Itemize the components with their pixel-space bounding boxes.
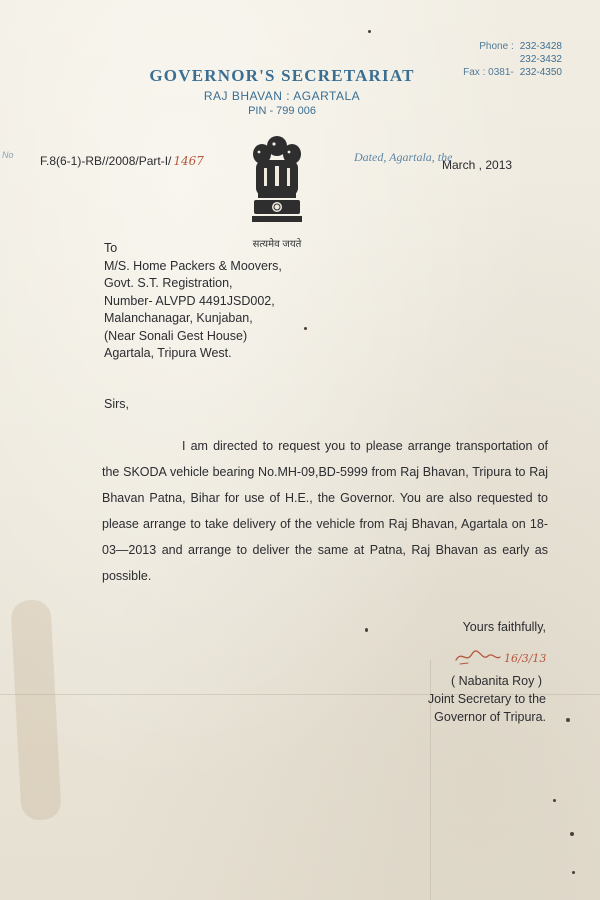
paper-speck: [566, 718, 570, 722]
paper-speck: [365, 628, 368, 632]
recipient-address: [104, 240, 282, 363]
fax-label: Fax : 0381-: [463, 67, 514, 78]
dated-label: Dated, Agartala, the: [354, 150, 453, 164]
address-line: Malanchanagar, Kunjaban,: [104, 311, 253, 325]
signatory-block: [400, 672, 546, 726]
signature-date: 16/3/13: [504, 652, 547, 665]
paper-speck: [570, 832, 574, 836]
paper-speck: [304, 327, 307, 330]
address-line: Govt. S.T. Registration,: [104, 276, 233, 290]
signatory-designation: Governor of Tripura.: [434, 710, 546, 724]
paper-stain: [10, 599, 61, 821]
letterhead-pin: PIN - 799 006: [248, 105, 316, 117]
closing: Yours faithfully,: [462, 620, 546, 634]
reference-number: [40, 154, 204, 168]
address-to: To: [104, 241, 118, 255]
fax-number: 232-4350: [519, 67, 562, 78]
signatory-designation: Joint Secretary to the: [427, 692, 546, 706]
contact-block: [463, 40, 562, 79]
salutation: Sirs,: [104, 397, 129, 411]
paper-speck: [553, 799, 556, 802]
address-line: M/S. Home Packers & Moovers,: [104, 258, 282, 273]
phone-label: Phone :: [479, 41, 514, 52]
letter-date: March , 2013: [442, 158, 513, 172]
phone-number-1: 232-3428: [519, 41, 562, 52]
reference-number-text: F.8(6-1)-RB//2008/Part-I/: [40, 154, 172, 168]
national-emblem-icon: [244, 132, 310, 232]
reference-no-label: No: [2, 150, 14, 160]
address-line: Number- ALVPD 4491JSD002,: [104, 293, 275, 308]
letter-body-paragraph: I am directed to request you to please arrange transportation of the SKODA vehicle bearing No.MH-09,BD-5999 from Raj Bhavan, Tripura to Raj Bhavan Patna, Bihar for use of H.E., the Governor. You are also requested to please arrange to take delivery of the vehicle from Raj Bhavan, Agartala on 18-03—2013 and arrange to deliver the same at Patna, Raj Bhavan as early as possible.: [102, 439, 548, 583]
phone-number-2: 232-3432: [519, 54, 562, 65]
letterhead-subtitle: RAJ BHAVAN : AGARTALA: [203, 89, 361, 103]
handwritten-signature: [452, 640, 556, 672]
address-line: Agartala, Tripura West.: [104, 346, 232, 360]
emblem-motto: सत्यमेव जयते: [252, 239, 302, 250]
signatory-name: ( Nabanita Roy ): [450, 674, 542, 688]
letterhead-title: GOVERNOR'S SECRETARIAT: [149, 66, 415, 85]
paper-speck: [572, 871, 575, 874]
paper-speck: [368, 30, 371, 33]
reference-handwritten-number: 1467: [173, 154, 204, 168]
address-line: (Near Sonali Gest House): [104, 328, 248, 343]
letter-body: [102, 433, 548, 589]
